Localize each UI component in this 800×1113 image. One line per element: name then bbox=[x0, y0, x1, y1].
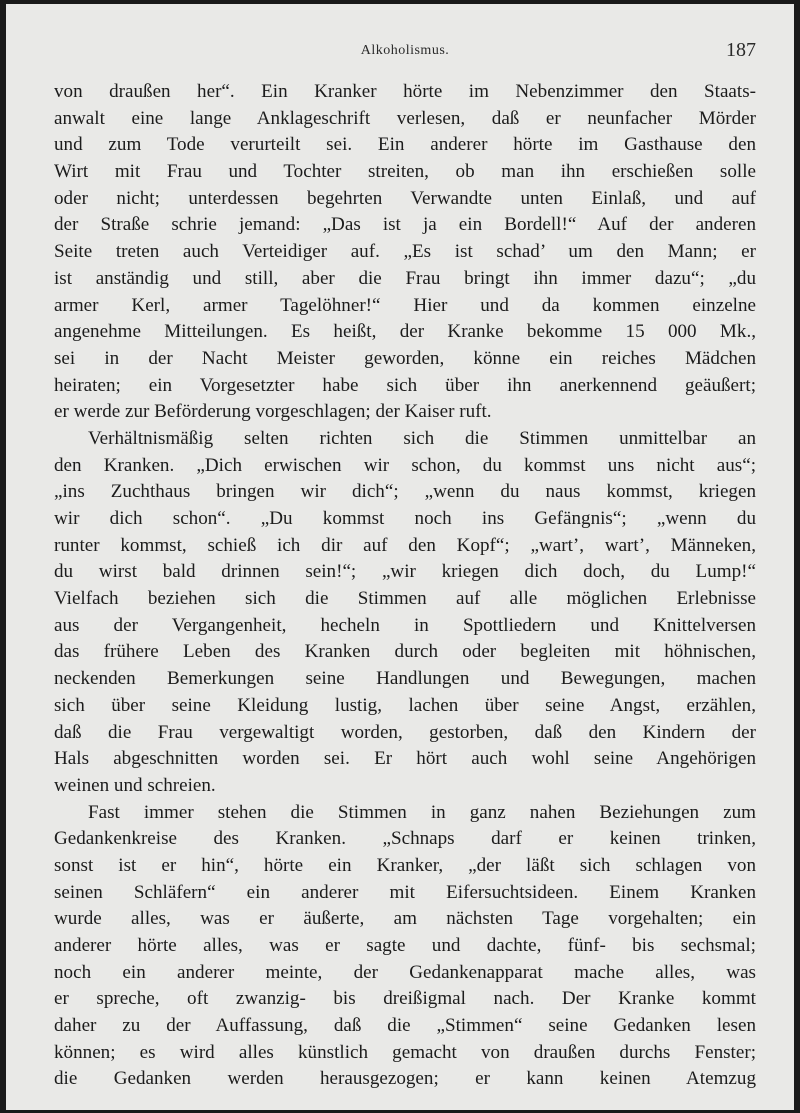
text-line: weinen und schreien. bbox=[54, 774, 216, 796]
text-line: er spreche, oft zwanzig- bis dreißigmal nach. Der Kranke kommt bbox=[54, 988, 756, 1010]
text-line: noch ein anderer meinte, der Gedankenapparat mache alles, was bbox=[54, 961, 756, 983]
text-line: können; es wird alles künstlich gemacht von draußen durchs Fenster; bbox=[54, 1041, 756, 1063]
text-line: wurde alles, was er äußerte, am nächsten Tage vorgehalten; ein bbox=[54, 908, 756, 930]
text-line: wir dich schon“. „Du kommst noch ins Gefängnis“; „wenn du bbox=[54, 508, 756, 529]
running-title: Alkoholismus. bbox=[360, 43, 450, 58]
book-page bbox=[6, 4, 794, 1110]
page-header bbox=[54, 39, 756, 63]
text-line: von draußen her“. Ein Kranker hörte im Nebenzimmer den Staats- bbox=[54, 81, 756, 102]
page-number: 187 bbox=[726, 39, 756, 61]
text-line: der Straße schrie jemand: „Das ist ja ein Bordell!“ Auf der anderen bbox=[54, 214, 756, 236]
text-line: Wirt mit Frau und Tochter streiten, ob man ihn erschießen solle bbox=[54, 161, 756, 183]
text-line: „ins Zuchthaus bringen wir dich“; „wenn du naus kommst, kriegen bbox=[54, 481, 756, 503]
text-line: anwalt eine lange Anklageschrift verlesen, daß er neunfacher Mörder bbox=[54, 107, 756, 129]
text-line: die Gedanken werden herausgezogen; er kann keinen Atemzug bbox=[54, 1068, 756, 1090]
text-line: Fast immer stehen die Stimmen in ganz nahen Beziehungen zum bbox=[88, 801, 756, 823]
text-line: Vielfach beziehen sich die Stimmen auf alle möglichen Erlebnisse bbox=[54, 588, 756, 610]
text-line: anderer hörte alles, was er sagte und dachte, fünf- bis sechsmal; bbox=[54, 935, 756, 956]
text-line: neckenden Bemerkungen seine Handlungen und Bewegungen, machen bbox=[54, 668, 756, 690]
text-line: ist anständig und still, aber die Frau bringt ihn immer dazu“; „du bbox=[54, 267, 756, 289]
text-line: Verhältnismäßig selten richten sich die Stimmen unmittelbar an bbox=[88, 427, 756, 449]
text-line: Hals abgeschnitten worden sei. Er hört auch wohl seine Angehörigen bbox=[54, 748, 756, 770]
text-line: und zum Tode verurteilt sei. Ein anderer hörte im Gasthause den bbox=[54, 134, 756, 156]
text-line: den Kranken. „Dich erwischen wir schon, du kommst uns nicht aus“; bbox=[54, 454, 756, 476]
text-line: sonst ist er hin“, hörte ein Kranker, „der läßt sich schlagen von bbox=[54, 854, 756, 876]
text-line: daher zu der Auffassung, daß die „Stimmen“ seine Gedanken lesen bbox=[54, 1015, 756, 1037]
text-line: daß die Frau vergewaltigt worden, gestorben, daß den Kindern der bbox=[54, 721, 756, 743]
text-line: armer Kerl, armer Tagelöhner!“ Hier und da kommen einzelne bbox=[54, 294, 756, 316]
text-line: sei in der Nacht Meister geworden, könne ein reiches Mädchen bbox=[54, 347, 756, 369]
text-line: heiraten; ein Vorgesetzter habe sich über ihn anerkennend geäußert; bbox=[54, 374, 756, 396]
text-line: sich über seine Kleidung lustig, lachen über seine Angst, erzählen, bbox=[54, 694, 756, 716]
text-line: du wirst bald drinnen sein!“; „wir kriegen dich doch, du Lump!“ bbox=[54, 561, 756, 583]
text-line: oder nicht; unterdessen begehrten Verwandte unten Einlaß, und auf bbox=[54, 187, 756, 209]
text-line: Gedankenkreise des Kranken. „Schnaps darf er keinen trinken, bbox=[54, 828, 756, 850]
text-line: seinen Schläfern“ ein anderer mit Eifersuchtsideen. Einem Kranken bbox=[54, 881, 756, 903]
text-line: er werde zur Beförderung vorgeschlagen; der Kaiser ruft. bbox=[54, 401, 492, 423]
text-line: angenehme Mitteilungen. Es heißt, der Kranke bekomme 15 000 Mk., bbox=[54, 321, 756, 343]
text-line: das frühere Leben des Kranken durch oder begleiten mit höhnischen, bbox=[54, 641, 756, 663]
body-text bbox=[54, 79, 756, 1093]
text-line: Seite treten auch Verteidiger auf. „Es ist schad’ um den Mann; er bbox=[54, 241, 756, 263]
text-line: runter kommst, schieß ich dir auf den Kopf“; „wart’, wart’, Männeken, bbox=[54, 534, 756, 556]
text-line: aus der Vergangenheit, hecheln in Spottliedern und Knittelversen bbox=[54, 614, 756, 636]
